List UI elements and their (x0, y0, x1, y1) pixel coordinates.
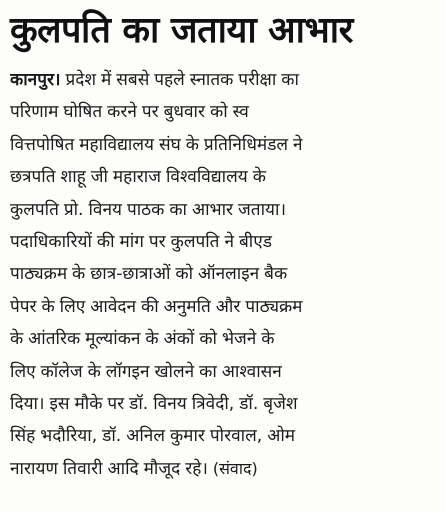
article-line-9: के आंतरिक मूल्यांकन के अंकों को भेजने के (10, 329, 275, 350)
article-line-4: छत्रपति शाहू जी महाराज विश्वविद्यालय के (10, 167, 266, 188)
article-line-11: दिया। इस मौके पर डॉ. विनय त्रिवेदी, डॉ. बृजेश (10, 394, 298, 415)
article-line-6: पदाधिकारियों की मांग पर कुलपति ने बीएड (10, 232, 272, 253)
article-line-13-text: नारायण तिवारी आदि मौजूद रहे। (10, 458, 208, 479)
article-line-2: परिणाम घोषित करने पर बुधवार को स्व (10, 102, 249, 123)
byline-credit: (संवाद) (212, 458, 258, 478)
article-body (8, 64, 437, 485)
article-line-1 (10, 64, 435, 96)
article-line-5: कुलपति प्रो. विनय पाठक का आभार जताया। (10, 199, 286, 220)
article-line-12: सिंह भदौरिया, डॉ. अनिल कुमार पोरवाल, ओम (10, 426, 296, 447)
article-line-10: लिए कॉलेज के लॉगइन खोलने का आश्वासन (10, 361, 282, 382)
article-line-8: पेपर के लिए आवेदन की अनुमति और पाठ्यक्रम (10, 296, 303, 317)
headline: कुलपति का जताया आभार (10, 10, 353, 51)
article-line-7: पाठ्यक्रम के छात्र-छात्राओं को ऑनलाइन बैक (10, 264, 288, 285)
dateline: कानपुर। (10, 70, 61, 90)
article-line-3: वित्तपोषित महाविद्यालय संघ के प्रतिनिधिमंडल ने (10, 134, 303, 155)
article-line-1-text: प्रदेश में सबसे पहले स्नातक परीक्षा का (60, 70, 299, 90)
article-line-13 (10, 453, 435, 485)
